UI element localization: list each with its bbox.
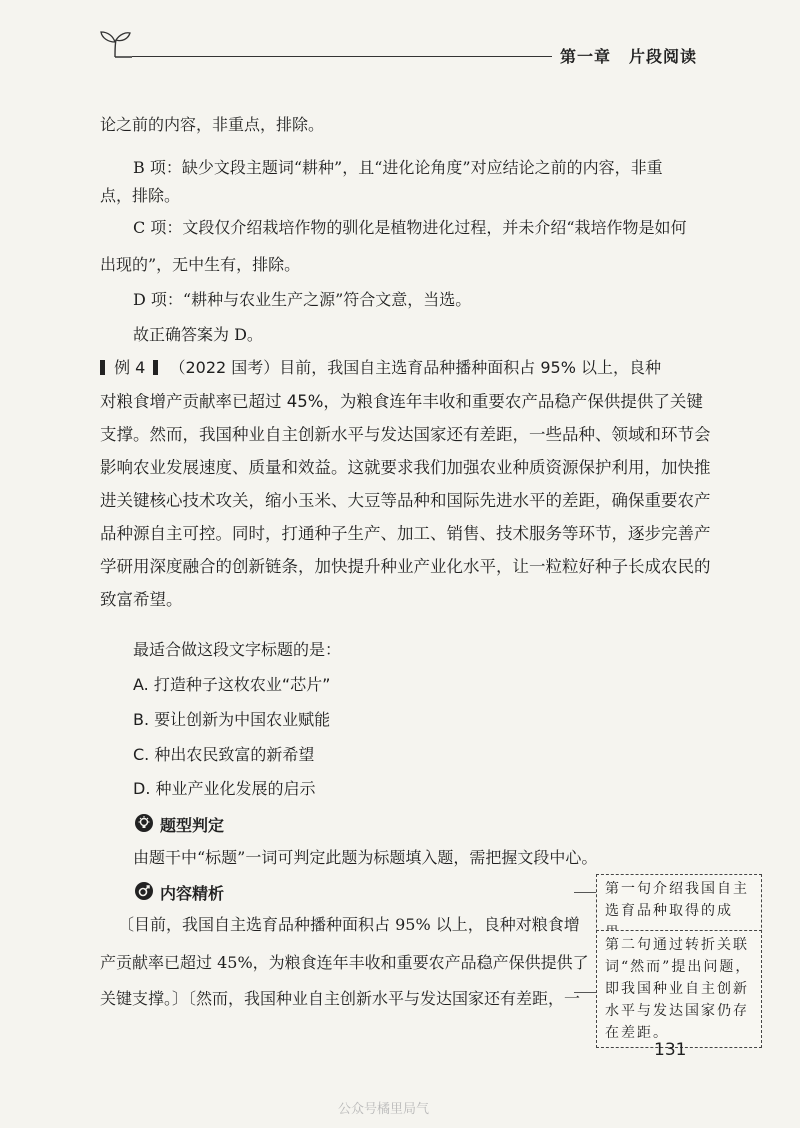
side-note-2: 第二句通过转折关联词“然而”提出问题，即我国种业自主创新水平与发达国家仍存在差距。 xyxy=(596,930,762,1048)
text-line: B 项：缺少文段主题词“耕种”，且“进化论角度”对应结论之前的内容，非重 xyxy=(133,158,663,177)
example-heading xyxy=(100,355,661,378)
example-line: 对粮食增产贡献率已超过 45%，为粮食连年丰收和重要农产品稳产保供提供了关键 xyxy=(100,392,703,411)
running-header xyxy=(560,44,697,67)
note-connector xyxy=(574,892,596,893)
search-icon xyxy=(135,882,153,900)
example-line: 学研用深度融合的创新链条，加快提升种业产业化水平，让一粒粒好种子长成农民的 xyxy=(100,557,711,576)
example-text: （2022 国考）目前，我国自主选育品种播种面积占 95% 以上，良种 xyxy=(169,358,662,377)
option-c: C. 种出农民致富的新希望 xyxy=(133,745,315,764)
answer-line: 故正确答案为 D。 xyxy=(133,325,263,344)
text-line: 出现的”，无中生有，排除。 xyxy=(100,255,301,274)
side-note-1: 第一句介绍我国自主选育品种取得的成 xyxy=(596,874,762,948)
example-line: 品种源自主可控。同时，打通种子生产、加工、销售、技术服务等环节，逐步完善产 xyxy=(100,524,711,543)
text-line: C 项：文段仅介绍栽培作物的驯化是植物进化过程，并未介绍“栽培作物是如何 xyxy=(133,218,687,237)
lightbulb-icon xyxy=(135,814,153,832)
page-number: 131 xyxy=(654,1040,687,1060)
analysis-line: 产贡献率已超过 45%，为粮食连年丰收和重要农产品稳产保供提供了 xyxy=(100,953,589,972)
option-b: B. 要让创新为中国农业赋能 xyxy=(133,710,331,729)
type-section-title: 题型判定 xyxy=(160,816,225,835)
example-bar-right xyxy=(153,360,158,375)
text-line: D 项：“耕种与农业生产之源”符合文意，当选。 xyxy=(133,290,472,309)
example-label: 例 4 xyxy=(114,358,146,377)
example-line: 影响农业发展速度、质量和效益。这就要求我们加强农业种质资源保护利用，加快推 xyxy=(100,458,711,477)
example-bar-left xyxy=(100,360,105,375)
note-connector xyxy=(574,992,596,993)
chapter-label: 第一章 xyxy=(560,47,612,66)
header-rule xyxy=(132,56,552,57)
option-a: A. 打造种子这枚农业“芯片” xyxy=(133,675,331,694)
analysis-line: 关键支撑。〕〔然而，我国种业自主创新水平与发达国家还有差距，一 xyxy=(100,989,581,1008)
sprout-icon xyxy=(98,28,132,58)
example-line: 进关键核心技术攻关，缩小玉米、大豆等品种和国际先进水平的差距，确保重要农产 xyxy=(100,491,711,510)
example-line: 支撑。然而，我国种业自主创新水平与发达国家还有差距，一些品种、领域和环节会 xyxy=(100,425,711,444)
text-line: 点，排除。 xyxy=(100,186,181,205)
analysis-line: 〔目前，我国自主选育品种播种面积占 95% 以上，良种对粮食增 xyxy=(118,915,580,934)
content-section-title: 内容精析 xyxy=(160,884,225,903)
type-section-text: 由题干中“标题”一词可判定此题为标题填入题，需把握文段中心。 xyxy=(133,848,598,867)
question-stem: 最适合做这段文字标题的是： xyxy=(133,640,342,659)
text-line: 论之前的内容，非重点，排除。 xyxy=(100,115,325,134)
option-d: D. 种业产业化发展的启示 xyxy=(133,779,316,798)
section-label: 片段阅读 xyxy=(629,47,698,66)
example-line: 致富希望。 xyxy=(100,590,183,609)
watermark: 公众号橘里局气 xyxy=(338,1102,430,1117)
